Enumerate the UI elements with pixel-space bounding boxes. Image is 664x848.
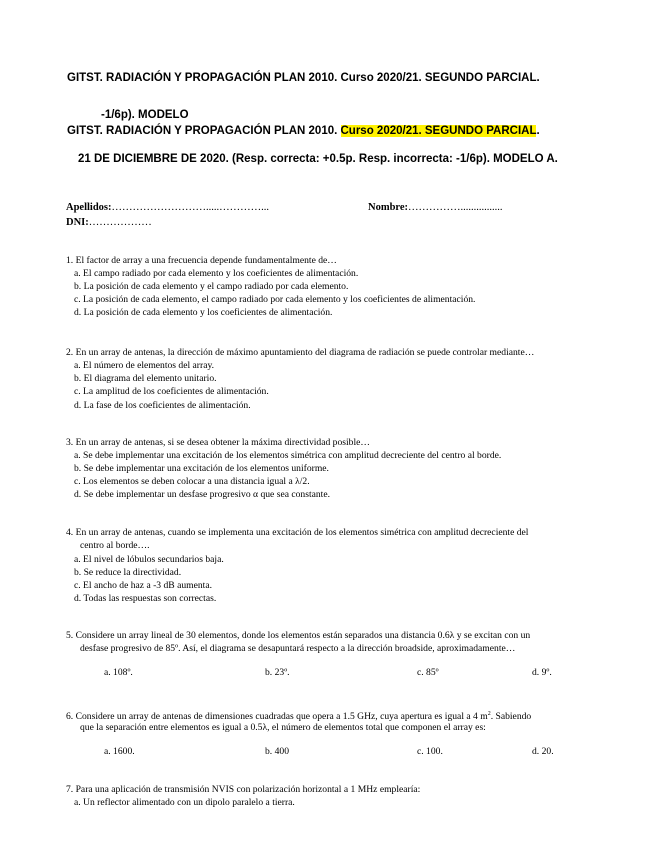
question-3-option-b[interactable]: b. Se debe implementar una excitación de los elementos uniforme. <box>74 463 329 474</box>
question-5-text-cont: desfase progresivo de 85º. Así, el diagrama se desapuntará respecto a la dirección broadside, aproximadamente… <box>80 643 516 654</box>
nombre-field[interactable] <box>368 202 503 213</box>
question-3-option-d[interactable]: d. Se debe implementar un desfase progresivo α que sea constante. <box>74 489 330 500</box>
header-period: . <box>536 125 540 137</box>
dni-label: DNI: <box>66 217 89 228</box>
question-4-option-a[interactable]: a. El nivel de lóbulos secundarios baja. <box>74 554 224 565</box>
question-6-text-end: . Sabiendo <box>490 711 532 723</box>
apellidos-field[interactable] <box>66 202 269 213</box>
dni-field[interactable] <box>66 217 152 228</box>
question-4-text-cont: centro al borde…. <box>80 540 150 551</box>
nombre-dots: ……………................ <box>408 202 503 213</box>
question-2-option-d[interactable]: d. La fase de los coeficientes de alimentación. <box>74 400 251 411</box>
exam-header-line-4: 21 DE DICIEMBRE DE 2020. (Resp. correcta: +0.5p. Resp. incorrecta: -1/6p). MODELO A. <box>78 153 558 165</box>
apellidos-label: Apellidos: <box>66 202 112 213</box>
header-plain-text: GITST. RADIACIÓN Y PROPAGACIÓN PLAN 2010. <box>67 125 341 137</box>
exam-header-line-2: -1/6p). MODELO <box>101 109 189 121</box>
question-2-text: 2. En un array de antenas, la dirección de máximo apuntamiento del diagrama de radiación se puede controlar mediante… <box>66 347 535 358</box>
question-6-text-main: 6. Considere un array de antenas de dimensiones cuadradas que opera a 1.5 GHz, cuya apertura es igual a 4 m <box>66 711 488 723</box>
question-1-option-a[interactable]: a. El campo radiado por cada elemento y los coeficientes de alimentación. <box>74 268 359 279</box>
question-6-option-d[interactable]: d. 20. <box>532 746 554 757</box>
exam-header-line-3 <box>67 125 540 137</box>
question-5-option-a[interactable]: a. 108º. <box>104 667 133 678</box>
header-highlighted-text: Curso 2020/21. SEGUNDO PARCIAL <box>340 125 537 137</box>
nombre-label: Nombre: <box>368 202 409 213</box>
question-4-option-d[interactable]: d. Todas las respuestas son correctas. <box>74 593 217 604</box>
question-5-option-d[interactable]: d. 9º. <box>532 667 552 678</box>
question-1-option-b[interactable]: b. La posición de cada elemento y el campo radiado por cada elemento. <box>74 281 349 292</box>
question-5-text: 5. Considere un array lineal de 30 elementos, donde los elementos están separados una distancia 0.6λ y se excitan con un <box>66 630 531 641</box>
question-7-text: 7. Para una aplicación de transmisión NVIS con polarización horizontal a 1 MHz emplearía: <box>66 784 421 795</box>
question-5-option-c[interactable]: c. 85º <box>417 667 439 678</box>
question-6-option-b[interactable]: b. 400 <box>265 746 289 757</box>
exam-header-line-1: GITST. RADIACIÓN Y PROPAGACIÓN PLAN 2010. Curso 2020/21. SEGUNDO PARCIAL. <box>67 72 540 84</box>
question-6-text-cont: que la separación entre elementos es igual a 0.5λ, el número de elementos total que componen el array es: <box>80 722 486 733</box>
question-3-text: 3. En un array de antenas, si se desea obtener la máxima directividad posible… <box>66 437 370 448</box>
question-6-superscript: 2 <box>487 711 491 717</box>
question-4-option-c[interactable]: c. El ancho de haz a -3 dB aumenta. <box>74 580 212 591</box>
question-6-option-c[interactable]: c. 100. <box>417 746 443 757</box>
question-7-option-a[interactable]: a. Un reflector alimentado con un dipolo paralelo a tierra. <box>74 797 295 808</box>
question-6-option-a[interactable]: a. 1600. <box>104 746 135 757</box>
question-4-text: 4. En un array de antenas, cuando se implementa una excitación de los elementos simétrica con amplitud decreciente del <box>66 527 529 538</box>
question-2-option-b[interactable]: b. El diagrama del elemento unitario. <box>74 373 217 384</box>
question-2-option-c[interactable]: c. La amplitud de los coeficientes de alimentación. <box>74 386 269 397</box>
question-4-option-b[interactable]: b. Se reduce la directividad. <box>74 567 182 578</box>
question-1-option-c[interactable]: c. La posición de cada elemento, el campo radiado por cada elemento y los coeficientes de alimentación. <box>74 294 476 305</box>
dni-dots: ……………… <box>88 217 152 228</box>
question-3-option-c[interactable]: c. Los elementos se deben colocar a una distancia igual a λ/2. <box>74 476 310 487</box>
question-2-option-a[interactable]: a. El número de elementos del array. <box>74 360 215 371</box>
question-5-option-b[interactable]: b. 23º. <box>265 667 290 678</box>
question-1-text: 1. El factor de array a una frecuencia depende fundamentalmente de… <box>66 255 337 266</box>
apellidos-dots: ……………………….....…………... <box>111 202 270 213</box>
question-3-option-a[interactable]: a. Se debe implementar una excitación de los elementos simétrica con amplitud decreciente del centro al borde. <box>74 450 502 461</box>
question-1-option-d[interactable]: d. La posición de cada elemento y los coeficientes de alimentación. <box>74 307 333 318</box>
